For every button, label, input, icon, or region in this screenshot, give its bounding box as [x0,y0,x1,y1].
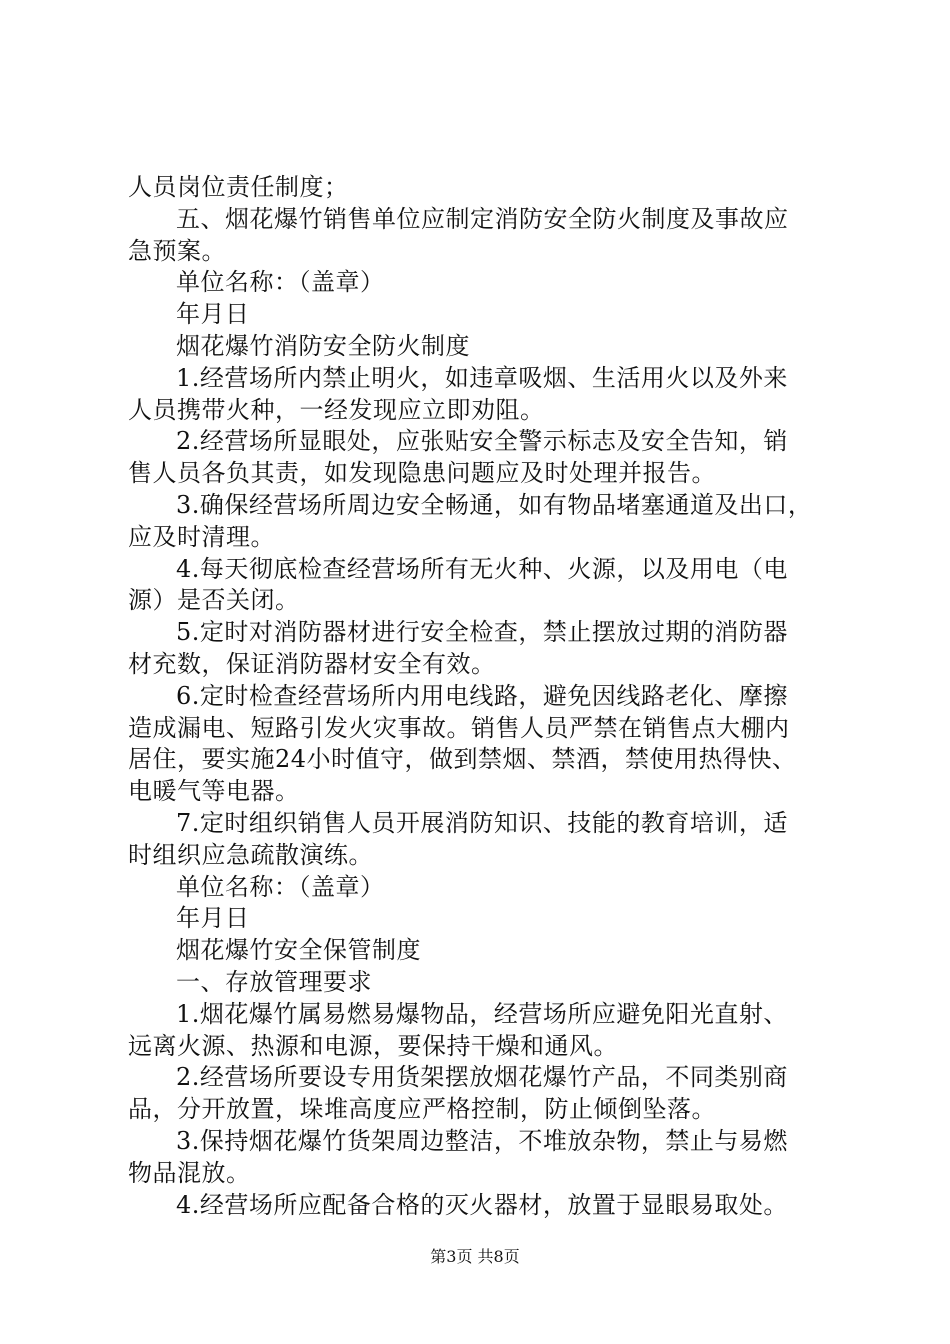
text-line: 1.烟花爆竹属易燃易爆物品，经营场所应避免阳光直射、 [176,999,788,1028]
text-line: 造成漏电、短路引发火灾事故。销售人员严禁在销售点大棚内 [128,713,790,742]
text-line: 人员岗位责任制度； [128,173,349,201]
text-line: 2.经营场所显眼处，应张贴安全警示标志及安全告知，销 [176,427,788,456]
document-body [128,172,848,1221]
text-line: 6.定时检查经营场所内用电线路，避免因线路老化、摩擦 [176,681,788,710]
text-line: 5.定时对消防器材进行安全检查，禁止摆放过期的消防器 [176,618,788,647]
text-line: 物品混放。 [128,1158,251,1187]
text-line: 远离火源、热源和电源，要保持干燥和通风。 [128,1031,618,1060]
text-line: 急预案。 [128,236,226,265]
text-line: 2.经营场所要设专用货架摆放烟花爆竹产品，不同类别商 [176,1063,788,1092]
section-title: 烟花爆竹消防安全防火制度 [176,331,470,360]
page-footer [0,1244,950,1267]
date-line: 年月日 [176,300,250,329]
text-line: 1.经营场所内禁止明火，如违章吸烟、生活用火以及外来 [176,363,788,392]
page-number: 第3页 共8页 [430,1247,520,1266]
text-line: 五、烟花爆竹销售单位应制定消防安全防火制度及事故应 [176,204,789,233]
text-line: 3.保持烟花爆竹货架周边整洁，不堆放杂物，禁止与易燃 [176,1126,788,1155]
text-line: 应及时清理。 [128,522,275,551]
text-line: 人员携带火种，一经发现应立即劝阻。 [128,395,545,424]
text-line: 材充数，保证消防器材安全有效。 [128,649,496,678]
text-line: 4.经营场所应配备合格的灭火器材，放置于显眼易取处。 [176,1190,788,1219]
section-title: 烟花爆竹安全保管制度 [176,936,421,965]
text-line: 品，分开放置，垛堆高度应严格控制，防止倾倒坠落。 [128,1095,716,1124]
text-line: 源）是否关闭。 [128,586,300,615]
signature-unit-line: 单位名称：（盖章） [176,872,385,901]
signature-unit-line: 单位名称：（盖章） [176,268,385,297]
text-line: 7.定时组织销售人员开展消防知识、技能的教育培训，适 [176,808,788,837]
text-line: 4.每天彻底检查经营场所有无火种、火源，以及用电（电 [176,554,788,583]
text-line: 售人员各负其责，如发现隐患问题应及时处理并报告。 [128,459,716,488]
text-line: 居住，要实施24小时值守，做到禁烟、禁酒，禁使用热得快、 [128,745,797,774]
text-line: 电暖气等电器。 [128,777,300,806]
subsection-title: 一、存放管理要求 [176,967,372,996]
text-line: 时组织应急疏散演练。 [128,840,373,869]
date-line: 年月日 [176,904,250,933]
text-line: 3.确保经营场所周边安全畅通，如有物品堵塞通道及出口， [176,490,813,519]
